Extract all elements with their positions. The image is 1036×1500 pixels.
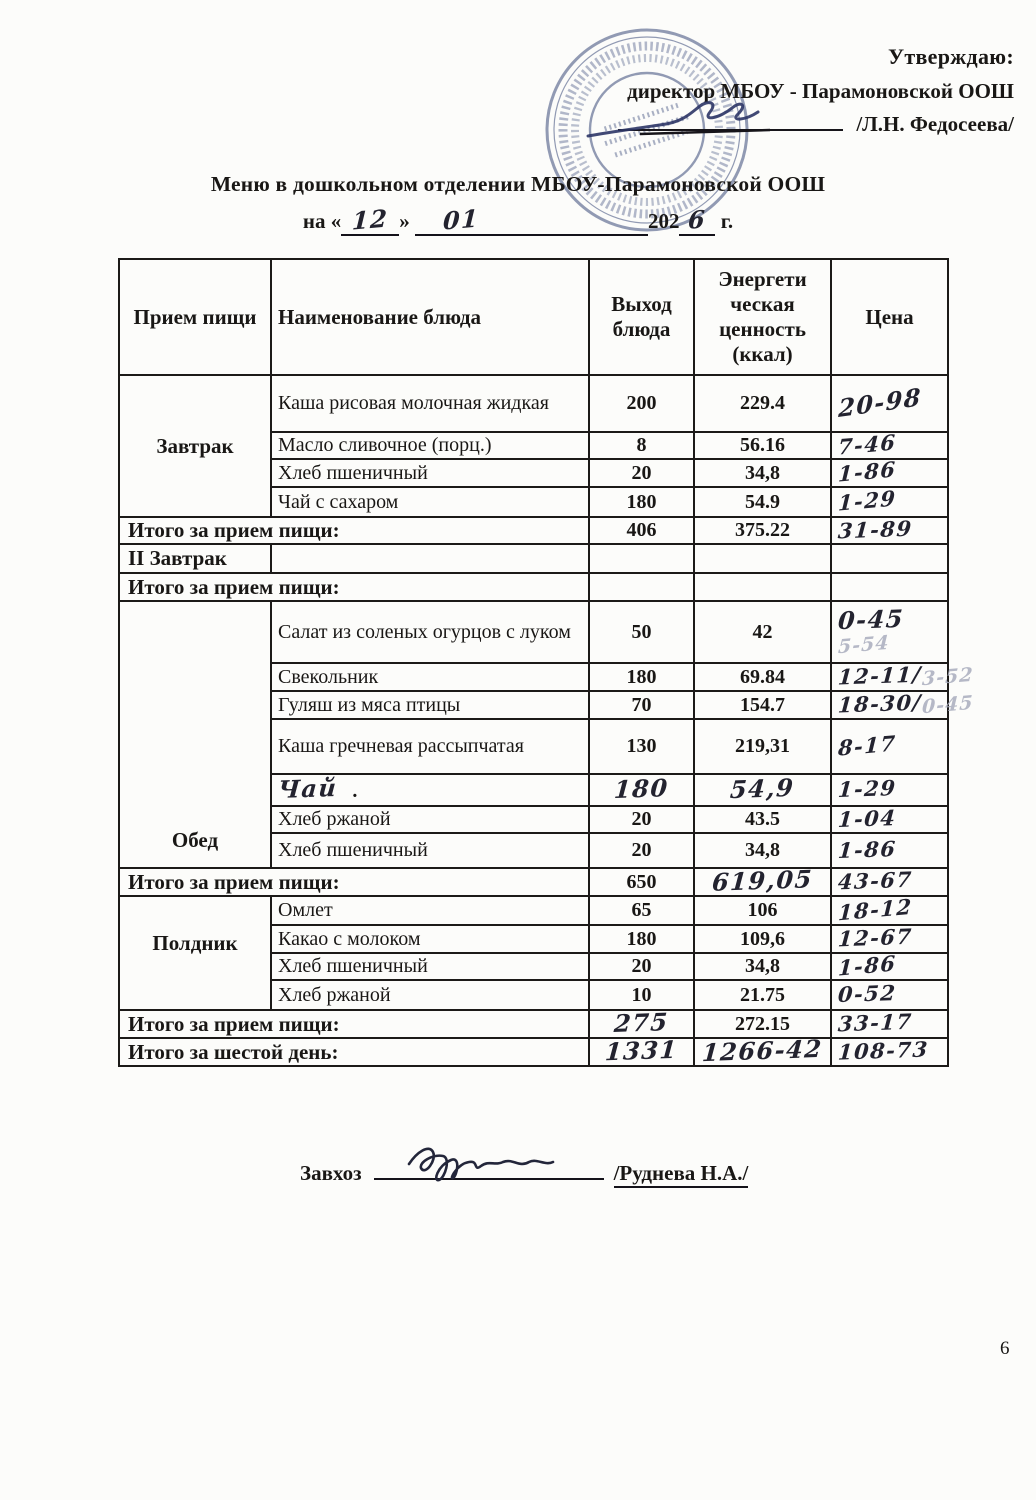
dish-price-handwritten bbox=[831, 980, 948, 1010]
price-value: 20-98 bbox=[837, 381, 923, 423]
price-value: 8-17 bbox=[837, 729, 898, 761]
total-price-handwritten bbox=[831, 517, 948, 544]
price-value: 7-46 bbox=[837, 428, 898, 460]
empty-cell bbox=[694, 573, 831, 601]
dish-price-handwritten bbox=[831, 661, 974, 691]
dish-energy: 42 bbox=[694, 601, 831, 663]
price-value: 1-86 bbox=[837, 949, 898, 981]
dish-output: 20 bbox=[589, 953, 694, 980]
section-label: II Завтрак bbox=[119, 544, 271, 573]
energy-value: 54,9 bbox=[729, 772, 796, 805]
header-meal: Прием пищи bbox=[119, 259, 271, 375]
price-faint-note: 5-54 bbox=[837, 631, 891, 658]
meal-label-snack: Полдник bbox=[119, 896, 271, 1010]
empty-cell bbox=[589, 573, 694, 601]
header-output: Выход блюда bbox=[589, 259, 694, 375]
total-price-handwritten bbox=[831, 868, 948, 896]
day-total-label: Итого за шестой день: bbox=[119, 1038, 589, 1066]
dish-energy: 154.7 bbox=[694, 691, 831, 719]
total-output: 406 bbox=[589, 517, 694, 544]
price-value: 1-86 bbox=[837, 835, 898, 863]
dish-energy: 229.4 bbox=[694, 375, 831, 432]
total-row-breakfast bbox=[119, 517, 948, 544]
price-value: 1-04 bbox=[837, 804, 898, 832]
price-faint-note: 0-45 bbox=[921, 691, 974, 719]
total-energy-handwritten bbox=[694, 864, 831, 897]
date-year-underline bbox=[679, 204, 715, 236]
price-value: 18-30/ bbox=[837, 689, 923, 718]
dish-output: 200 bbox=[589, 375, 694, 432]
date-line bbox=[0, 203, 1036, 236]
dish-price-handwritten bbox=[831, 893, 948, 925]
dish-price-handwritten bbox=[831, 833, 948, 868]
total-price-handwritten bbox=[831, 1010, 948, 1038]
table-row bbox=[119, 375, 948, 432]
dish-price-handwritten bbox=[831, 689, 974, 719]
dish-name: Свекольник bbox=[271, 663, 589, 691]
footer-signature-block bbox=[300, 1160, 748, 1186]
dish-name: Омлет bbox=[271, 896, 589, 925]
empty-cell bbox=[271, 544, 589, 573]
total-output: 650 bbox=[589, 868, 694, 896]
dish-energy: 69.84 bbox=[694, 663, 831, 691]
zavhoz-label: Завхоз bbox=[300, 1161, 362, 1185]
dish-value: Чай bbox=[277, 772, 339, 804]
zavhoz-signature-line bbox=[374, 1160, 604, 1180]
dish-output: 20 bbox=[589, 833, 694, 868]
energy-value: 1266-42 bbox=[701, 1033, 824, 1068]
zavhoz-signature bbox=[399, 1126, 589, 1184]
menu-table bbox=[118, 258, 974, 1068]
meal-label-lunch: Обед bbox=[119, 601, 271, 868]
output-value: 275 bbox=[613, 1007, 670, 1038]
price-value: 31-89 bbox=[837, 515, 914, 543]
dish-output: 65 bbox=[589, 896, 694, 925]
empty-cell bbox=[589, 544, 694, 573]
price-value: 12-67 bbox=[837, 923, 914, 952]
section-row-second-breakfast bbox=[119, 544, 948, 573]
dish-name: Салат из соленых огурцов с луком bbox=[271, 601, 589, 663]
table-row bbox=[119, 896, 948, 925]
page-number: 6 bbox=[1000, 1338, 1010, 1359]
dish-name: Хлеб пшеничный bbox=[271, 459, 589, 487]
dish-name: Хлеб пшеничный bbox=[271, 833, 589, 868]
dish-name: Каша гречневая рассыпчатая bbox=[271, 719, 589, 774]
dish-name: Масло сливочное (порц.) bbox=[271, 432, 589, 459]
dish-energy: 109,6 bbox=[694, 925, 831, 953]
dish-name: Хлеб ржаной bbox=[271, 980, 589, 1010]
dish-name: Хлеб ржаной bbox=[271, 806, 589, 833]
price-value: 43-67 bbox=[837, 866, 914, 895]
approval-name: /Л.Н. Федосеева/ bbox=[856, 112, 1014, 136]
dish-output: 8 bbox=[589, 432, 694, 459]
dish-price-handwritten bbox=[831, 601, 948, 663]
dish-energy: 56.16 bbox=[694, 432, 831, 459]
dish-output: 180 bbox=[589, 487, 694, 517]
total-energy: 375.22 bbox=[694, 517, 831, 544]
table-row bbox=[119, 601, 948, 663]
day-total-output-handwritten bbox=[589, 1034, 694, 1067]
meal-label-breakfast: Завтрак bbox=[119, 375, 271, 517]
zavhoz-name: /Руднева Н.А./ bbox=[614, 1161, 749, 1188]
price-value: 108-73 bbox=[837, 1036, 930, 1065]
date-suffix: г. bbox=[720, 209, 734, 233]
price-value: 1-29 bbox=[837, 485, 898, 516]
price-value: 1-86 bbox=[837, 456, 898, 487]
header-dish: Наименование блюда bbox=[271, 259, 589, 375]
dish-price-handwritten bbox=[831, 774, 948, 806]
energy-value: 619,05 bbox=[711, 864, 814, 897]
price-value: 18-12 bbox=[837, 893, 914, 925]
total-label: Итого за прием пищи: bbox=[119, 1010, 589, 1038]
dish-name: Хлеб пшеничный bbox=[271, 953, 589, 980]
dish-output: 20 bbox=[589, 806, 694, 833]
dish-name-handwritten: Чай . bbox=[271, 774, 589, 806]
date-day-underline bbox=[341, 203, 399, 236]
dish-price-handwritten bbox=[831, 925, 948, 953]
total-energy: 272.15 bbox=[694, 1010, 831, 1038]
date-quote-close: » bbox=[399, 209, 410, 233]
dish-price-handwritten bbox=[831, 375, 948, 432]
total-label: Итого за прием пищи: bbox=[119, 573, 589, 601]
dish-output-handwritten bbox=[589, 774, 694, 806]
total-row-lunch bbox=[119, 868, 948, 896]
table-header-row bbox=[119, 259, 948, 375]
dish-energy: 34,8 bbox=[694, 459, 831, 487]
empty-cell bbox=[831, 544, 948, 573]
dish-price-handwritten bbox=[831, 456, 948, 487]
empty-cell bbox=[694, 544, 831, 573]
date-month-underline bbox=[415, 203, 648, 236]
header-price: Цена bbox=[831, 259, 948, 375]
date-month-handwritten: 01 bbox=[442, 203, 481, 236]
dish-energy: 54.9 bbox=[694, 487, 831, 517]
price-value: 0-45 bbox=[837, 603, 906, 635]
price-value: 1-29 bbox=[837, 774, 898, 803]
approval-director-line: директор МБОУ - Парамоновской ООШ bbox=[627, 79, 1014, 103]
dish-energy: 34,8 bbox=[694, 833, 831, 868]
document-title: Меню в дошкольном отделении МБОУ-Парамоновской ООШ bbox=[210, 172, 826, 196]
dish-name: Какао с молоком bbox=[271, 925, 589, 953]
dish-name: Гуляш из мяса птицы bbox=[271, 691, 589, 719]
empty-cell bbox=[831, 573, 948, 601]
dish-output: 70 bbox=[589, 691, 694, 719]
date-prefix: на « bbox=[302, 209, 342, 233]
dish-price-handwritten bbox=[831, 428, 948, 460]
dish-price-handwritten bbox=[831, 949, 948, 981]
dish-output: 180 bbox=[589, 925, 694, 953]
price-value: 12-11/ bbox=[837, 661, 923, 690]
date-day-handwritten: 12 bbox=[351, 203, 390, 236]
day-total-energy-handwritten bbox=[694, 1033, 831, 1068]
dish-energy: 21.75 bbox=[694, 980, 831, 1010]
price-faint-note: 3-52 bbox=[921, 663, 974, 691]
total-row-day bbox=[119, 1038, 948, 1066]
dish-energy: 106 bbox=[694, 896, 831, 925]
dish-energy: 43.5 bbox=[694, 806, 831, 833]
director-signature bbox=[580, 88, 780, 158]
dish-price-handwritten bbox=[831, 487, 948, 517]
dish-name: Чай с сахаром bbox=[271, 487, 589, 517]
dish-output: 130 bbox=[589, 719, 694, 774]
date-year-handwritten: 6 bbox=[687, 204, 708, 235]
approval-heading: Утверждаю: bbox=[887, 44, 1014, 69]
dish-output: 180 bbox=[589, 663, 694, 691]
total-row-second-breakfast bbox=[119, 573, 948, 601]
total-label: Итого за прием пищи: bbox=[119, 868, 589, 896]
dish-output: 20 bbox=[589, 459, 694, 487]
dish-energy: 219,31 bbox=[694, 719, 831, 774]
output-value: 180 bbox=[613, 773, 670, 804]
dish-name: Каша рисовая молочная жидкая bbox=[271, 375, 589, 432]
date-year-printed: 202 bbox=[647, 209, 680, 233]
price-value: 33-17 bbox=[837, 1008, 914, 1037]
output-value: 1331 bbox=[604, 1034, 679, 1067]
dish-energy: 34,8 bbox=[694, 953, 831, 980]
price-value: 0-52 bbox=[837, 979, 898, 1008]
dish-price-handwritten bbox=[831, 719, 948, 774]
dish-energy-handwritten bbox=[694, 774, 831, 806]
dish-output: 10 bbox=[589, 980, 694, 1010]
header-energy: Энергети ческая ценность (ккал) bbox=[694, 259, 831, 375]
dish-output: 50 bbox=[589, 601, 694, 663]
total-label: Итого за прием пищи: bbox=[119, 517, 589, 544]
dish-price-handwritten bbox=[831, 806, 948, 833]
document-title-block bbox=[0, 172, 1036, 236]
day-total-price-handwritten bbox=[831, 1038, 948, 1066]
